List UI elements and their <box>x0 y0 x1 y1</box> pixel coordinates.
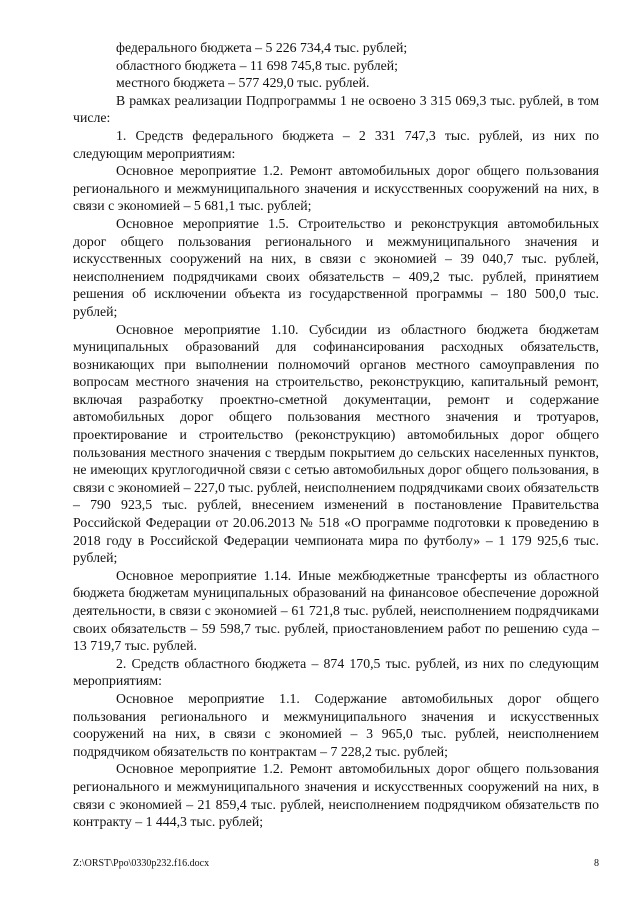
paragraph-not-spent: В рамках реализации Подпрограммы 1 не освоено 3 315 069,3 тыс. рублей, в том числе: <box>73 92 599 126</box>
paragraph-measure-1-2-regional: Основное мероприятие 1.2. Ремонт автомобильных дорог общего пользования регионального и межмуниципального значения и искусственных сооружений на них, в связи с экономией – 21 859,4 тыс. рублей, неисполнением подрядчиком обязательств по контракту – 1 444,3 тыс. рублей; <box>73 761 599 830</box>
document-body <box>73 39 599 831</box>
paragraph-measure-1-5: Основное мероприятие 1.5. Строительство и реконструкция автомобильных дорог общего пользования регионального и межмуниципального значения и искусственных сооружений на них, в связи с экономией – 39 040,7 тыс. рублей, неисполнением подрядчиками своих обязательств – 409,2 тыс. рублей, принятием решения об исключении объекта из государственной программы – 180 500,0 тыс. рублей; <box>73 215 599 319</box>
paragraph-federal-budget: федерального бюджета – 5 226 734,4 тыс. рублей; <box>116 40 408 55</box>
paragraph-regional-funds: 2. Средств областного бюджета – 874 170,5 тыс. рублей, из них по следующим мероприятиям: <box>73 655 599 689</box>
paragraph-federal-funds: 1. Средств федерального бюджета – 2 331 747,3 тыс. рублей, из них по следующим мероприятиям: <box>73 127 599 161</box>
page-number: 8 <box>594 858 599 869</box>
file-path: Z:\ORST\Ppo\0330p232.f16.docx <box>73 858 210 869</box>
paragraph-measure-1-10: Основное мероприятие 1.10. Субсидии из областного бюджета бюджетам муниципальных образований для софинансирования расходных обязательств, возникающих при выполнении полномочий органов местного самоуправления по вопросам местного значения на строительство, реконструкцию, капитальный ремонт, включая разработку проектно-сметной документации, ремонт и содержание автомобильных дорог общего пользования местного значения и тротуаров, проектирование и строительство (реконструкцию) автомобильных дорог общего пользования местного значения с твердым покрытием до сельских населенных пунктов, не имеющих круглогодичной связи с сетью автомобильных дорог общего пользования, в связи с экономией – 227,0 тыс. рублей, неисполнением подрядчиками своих обязательств – 790 923,5 тыс. рублей, внесением изменений в постановление Правительства Российской Федерации от 20.06.2013 № 518 «О программе подготовки к проведению в 2018 году в Российской Федерации чемпионата мира по футболу» – 1 179 925,6 тыс. рублей; <box>73 321 599 566</box>
paragraph-measure-1-14: Основное мероприятие 1.14. Иные межбюджетные трансферты из областного бюджета бюджетам муниципальных образований на финансовое обеспечение дорожной деятельности, в связи с экономией – 61 721,8 тыс. рублей, неисполнением подрядчиками своих обязательств – 59 598,7 тыс. рублей, приостановлением работ по решению суда – 13 719,7 тыс. рублей. <box>73 567 599 654</box>
paragraph-local-budget: местного бюджета – 577 429,0 тыс. рублей. <box>116 75 370 91</box>
paragraph-measure-1-2: Основное мероприятие 1.2. Ремонт автомобильных дорог общего пользования регионального и межмуниципального значения и искусственных сооружений на них, в связи с экономией – 5 681,1 тыс. рублей; <box>73 163 599 214</box>
page-footer <box>73 857 599 871</box>
paragraph-regional-budget: областного бюджета – 11 698 745,8 тыс. рублей; <box>116 57 398 73</box>
paragraph-measure-1-1-regional: Основное мероприятие 1.1. Содержание автомобильных дорог общего пользования регионального и межмуниципального значения и искусственных сооружений на них, в связи с экономией – 3 965,0 тыс. рублей, неисполнением подрядчиком обязательств по контрактам – 7 228,2 тыс. рублей; <box>73 690 599 759</box>
